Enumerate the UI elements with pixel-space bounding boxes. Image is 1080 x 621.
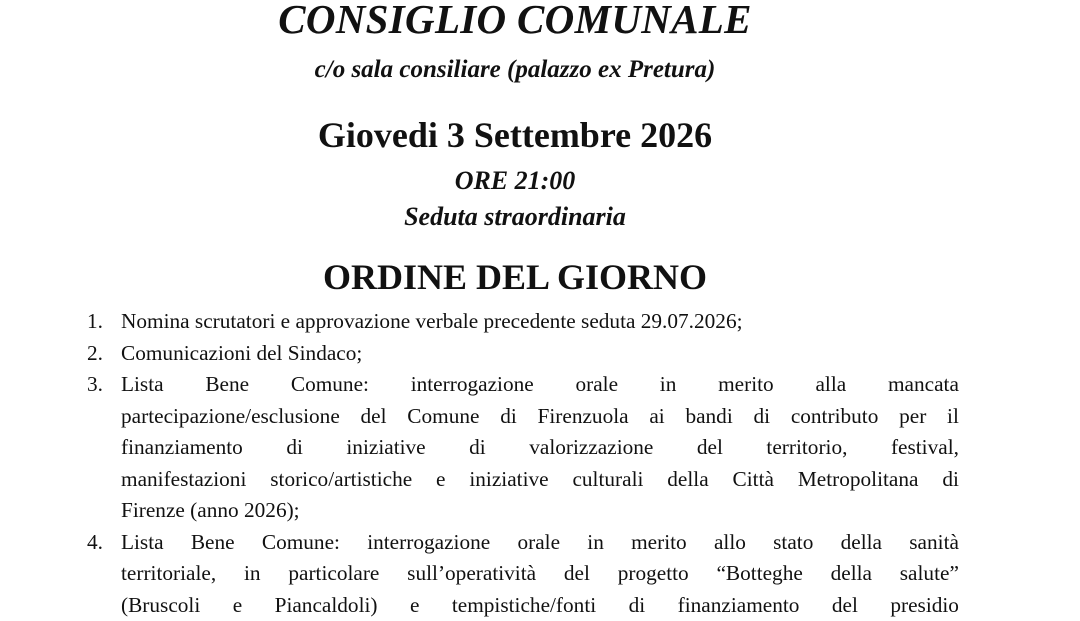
word: del <box>697 432 723 464</box>
word: contributo <box>791 401 879 433</box>
word: sull’operatività <box>407 558 536 590</box>
word: Comune: <box>291 369 369 401</box>
word: Firenzuola <box>538 401 629 433</box>
agenda-item-number: 4. <box>87 527 117 559</box>
word: “Botteghe <box>716 558 802 590</box>
word: ai <box>649 401 664 433</box>
agenda-item-number: 3. <box>87 369 117 401</box>
meeting-date: Giovedi 3 Settembre 2026 <box>0 114 1030 156</box>
word: Bene <box>191 527 235 559</box>
meeting-location: c/o sala consiliare (palazzo ex Pretura) <box>0 56 1030 84</box>
word: partecipazione/esclusione <box>121 401 340 433</box>
word: mancata <box>888 369 959 401</box>
word: Bene <box>205 369 249 401</box>
agenda-item-line: Nomina scrutatori e approvazione verbale precedente seduta 29.07.2026; <box>121 306 959 338</box>
word: di <box>629 590 646 621</box>
agenda-item-line <box>121 590 959 621</box>
word: merito <box>718 369 774 401</box>
word: valorizzazione <box>529 432 653 464</box>
council-title: CONSIGLIO COMUNALE <box>0 0 1030 43</box>
word: territoriale, <box>121 558 216 590</box>
word: sanità <box>909 527 959 559</box>
word: della <box>841 527 882 559</box>
word: del <box>361 401 387 433</box>
agenda-item-line: Comunicazioni del Sindaco; <box>121 338 959 370</box>
word: interrogazione <box>411 369 534 401</box>
agenda-item-line <box>121 369 959 401</box>
word: finanziamento <box>121 432 243 464</box>
word: orale <box>575 369 618 401</box>
word: del <box>564 558 590 590</box>
word: in <box>244 558 261 590</box>
word: di <box>469 432 486 464</box>
word: per <box>899 401 926 433</box>
word: di <box>942 464 959 496</box>
agenda-item-line <box>121 401 959 433</box>
agenda-item-number: 1. <box>87 306 117 338</box>
word: merito <box>631 527 687 559</box>
word: bandi <box>685 401 732 433</box>
word: e <box>410 590 419 621</box>
word: Comune: <box>262 527 340 559</box>
agenda-heading: ORDINE DEL GIORNO <box>0 256 1030 298</box>
word: territorio, <box>766 432 847 464</box>
word: di <box>754 401 771 433</box>
word: iniziative <box>346 432 425 464</box>
word: della <box>831 558 872 590</box>
agenda-item-3 <box>0 369 1080 527</box>
word: allo <box>714 527 746 559</box>
agenda-item-2 <box>0 338 1080 370</box>
agenda-item-line <box>121 432 959 464</box>
word: Lista <box>121 369 164 401</box>
meeting-time: ORE 21:00 <box>0 166 1030 196</box>
word: (Bruscoli <box>121 590 200 621</box>
word: il <box>947 401 959 433</box>
word: stato <box>773 527 813 559</box>
word: festival, <box>891 432 959 464</box>
agenda-item-line <box>121 464 959 496</box>
word: finanziamento <box>678 590 800 621</box>
word: manifestazioni <box>121 464 246 496</box>
word: del <box>832 590 858 621</box>
word: interrogazione <box>367 527 490 559</box>
word: della <box>667 464 708 496</box>
agenda-item-4 <box>0 527 1080 621</box>
word: Città <box>733 464 774 496</box>
agenda-list <box>0 306 1080 621</box>
word: in <box>660 369 677 401</box>
word: Metropolitana <box>798 464 919 496</box>
word: in <box>587 527 604 559</box>
agenda-item-number: 2. <box>87 338 117 370</box>
word: Comune <box>407 401 479 433</box>
agenda-item-line <box>121 558 959 590</box>
agenda-item-line: Firenze (anno 2026); <box>121 495 959 527</box>
word: orale <box>517 527 560 559</box>
word: Piancaldoli) <box>275 590 378 621</box>
word: iniziative <box>469 464 548 496</box>
agenda-item-line <box>121 527 959 559</box>
word: e <box>436 464 445 496</box>
word: particolare <box>288 558 379 590</box>
word: di <box>286 432 303 464</box>
word: tempistiche/fonti <box>452 590 596 621</box>
word: e <box>233 590 242 621</box>
word: alla <box>815 369 846 401</box>
word: culturali <box>572 464 643 496</box>
agenda-item-1 <box>0 306 1080 338</box>
word: presidio <box>890 590 959 621</box>
word: salute” <box>900 558 959 590</box>
word: storico/artistiche <box>270 464 412 496</box>
word: Lista <box>121 527 164 559</box>
session-type: Seduta straordinaria <box>0 202 1030 232</box>
word: di <box>500 401 517 433</box>
word: progetto <box>618 558 689 590</box>
